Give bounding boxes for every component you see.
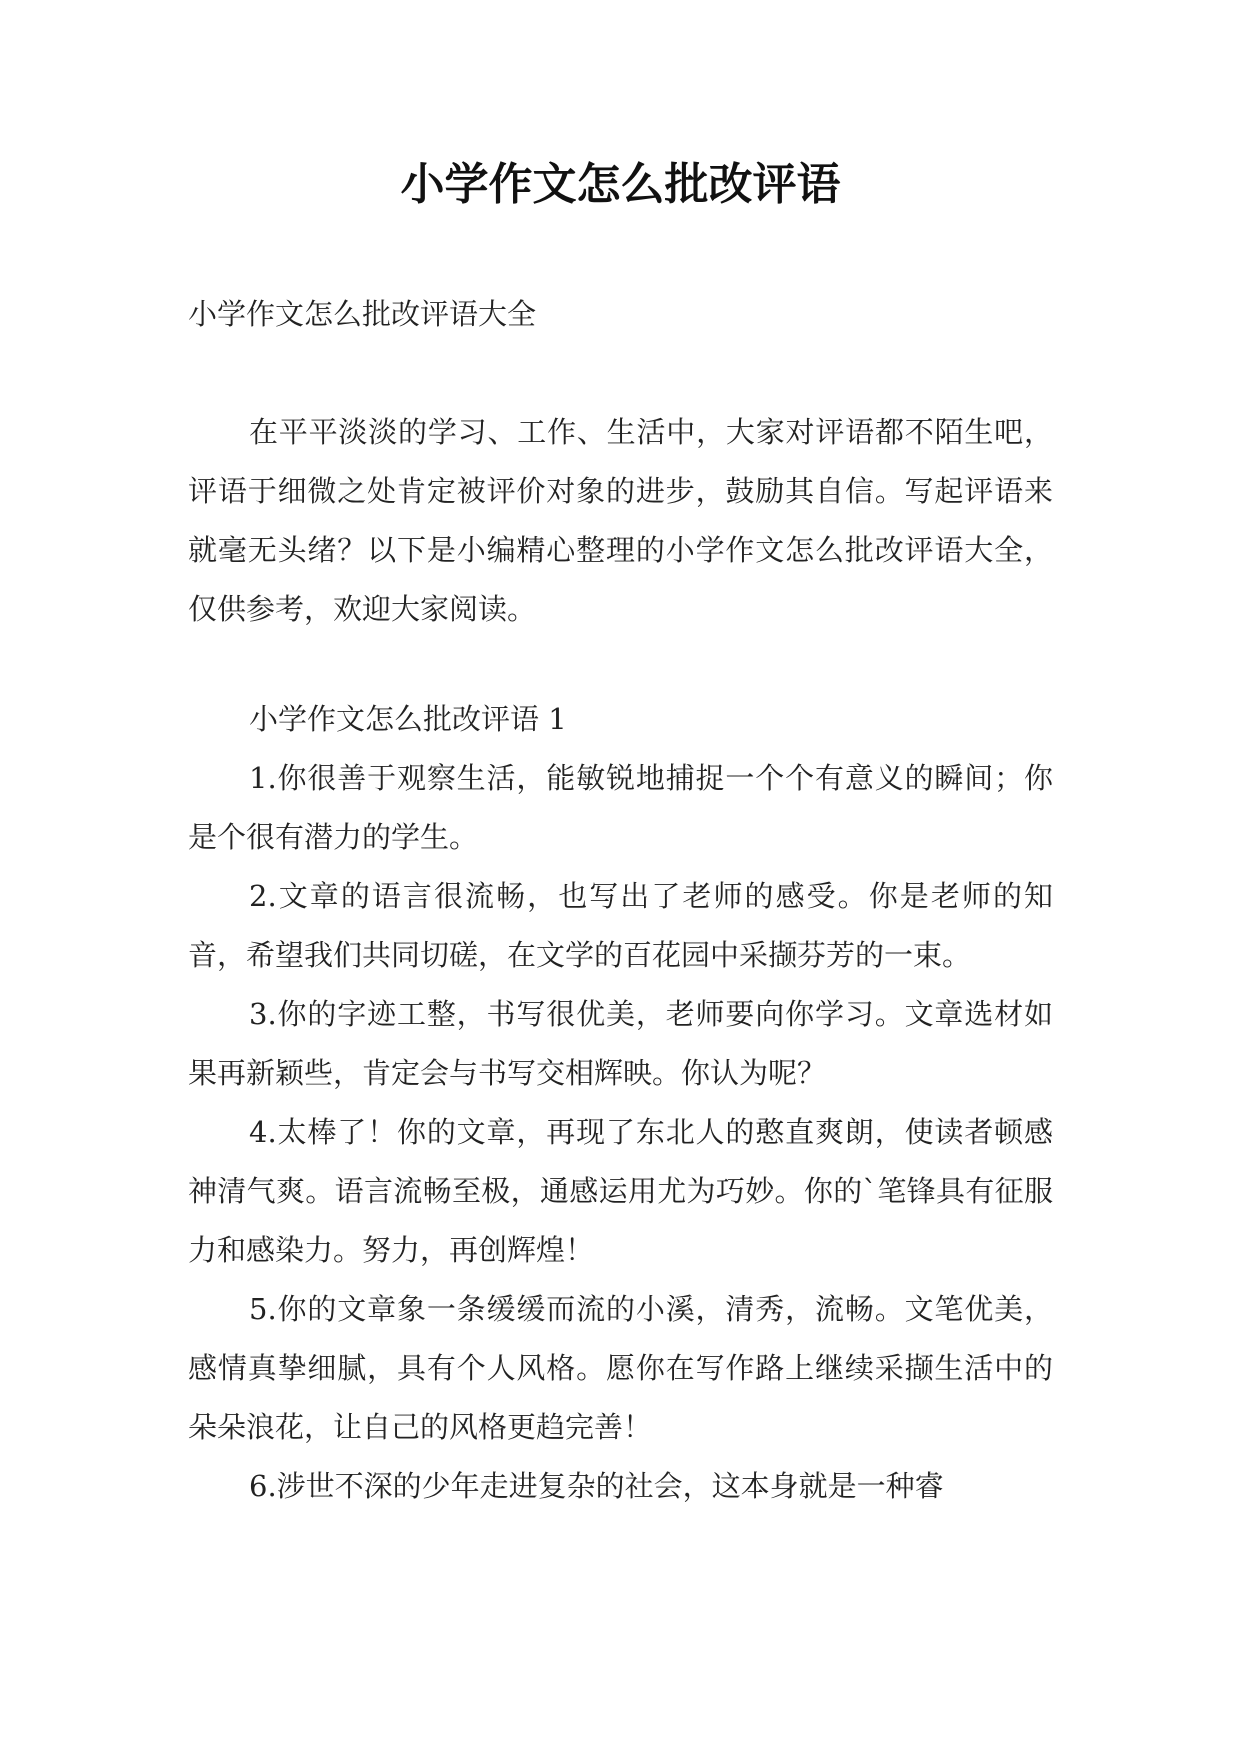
- comment-item-2: 2.文章的语言很流畅，也写出了老师的感受。你是老师的知音，希望我们共同切磋，在文学的百花园中采撷芬芳的一束。: [188, 879, 1053, 972]
- comment-item-1: 1.你很善于观察生活，能敏锐地捕捉一个个有意义的瞬间；你是个很有潜力的学生。: [188, 761, 1053, 854]
- comment-item-5: 5.你的文章象一条缓缓而流的小溪，清秀，流畅。文笔优美，感情真挚细腻，具有个人风格。愿你在写作路上继续采撷生活中的朵朵浪花，让自己的风格更趋完善！: [188, 1292, 1053, 1444]
- comment-item-6: 6.涉世不深的少年走进复杂的社会，这本身就是一种睿: [249, 1469, 944, 1503]
- comment-item-4: 4.太棒了！你的文章，再现了东北人的憨直爽朗，使读者顿感神清气爽。语言流畅至极，通感运用尤为巧妙。你的`笔锋具有征服力和感染力。努力，再创辉煌！: [188, 1115, 1053, 1267]
- document-subtitle: 小学作文怎么批改评语大全: [188, 297, 537, 331]
- intro-paragraph: 在平平淡淡的学习、工作、生活中，大家对评语都不陌生吧，评语于细微之处肯定被评价对象的进步，鼓励其自信。写起评语来就毫无头绪？以下是小编精心整理的小学作文怎么批改评语大全，仅供参考，欢迎大家阅读。: [188, 415, 1053, 626]
- document-title: 小学作文怎么批改评语: [400, 159, 841, 210]
- comments-section: [188, 690, 1053, 1516]
- comment-item-3: 3.你的字迹工整，书写很优美，老师要向你学习。文章选材如果再新颖些，肯定会与书写交相辉映。你认为呢？: [188, 997, 1053, 1090]
- section-heading: 小学作文怎么批改评语 1: [249, 702, 567, 736]
